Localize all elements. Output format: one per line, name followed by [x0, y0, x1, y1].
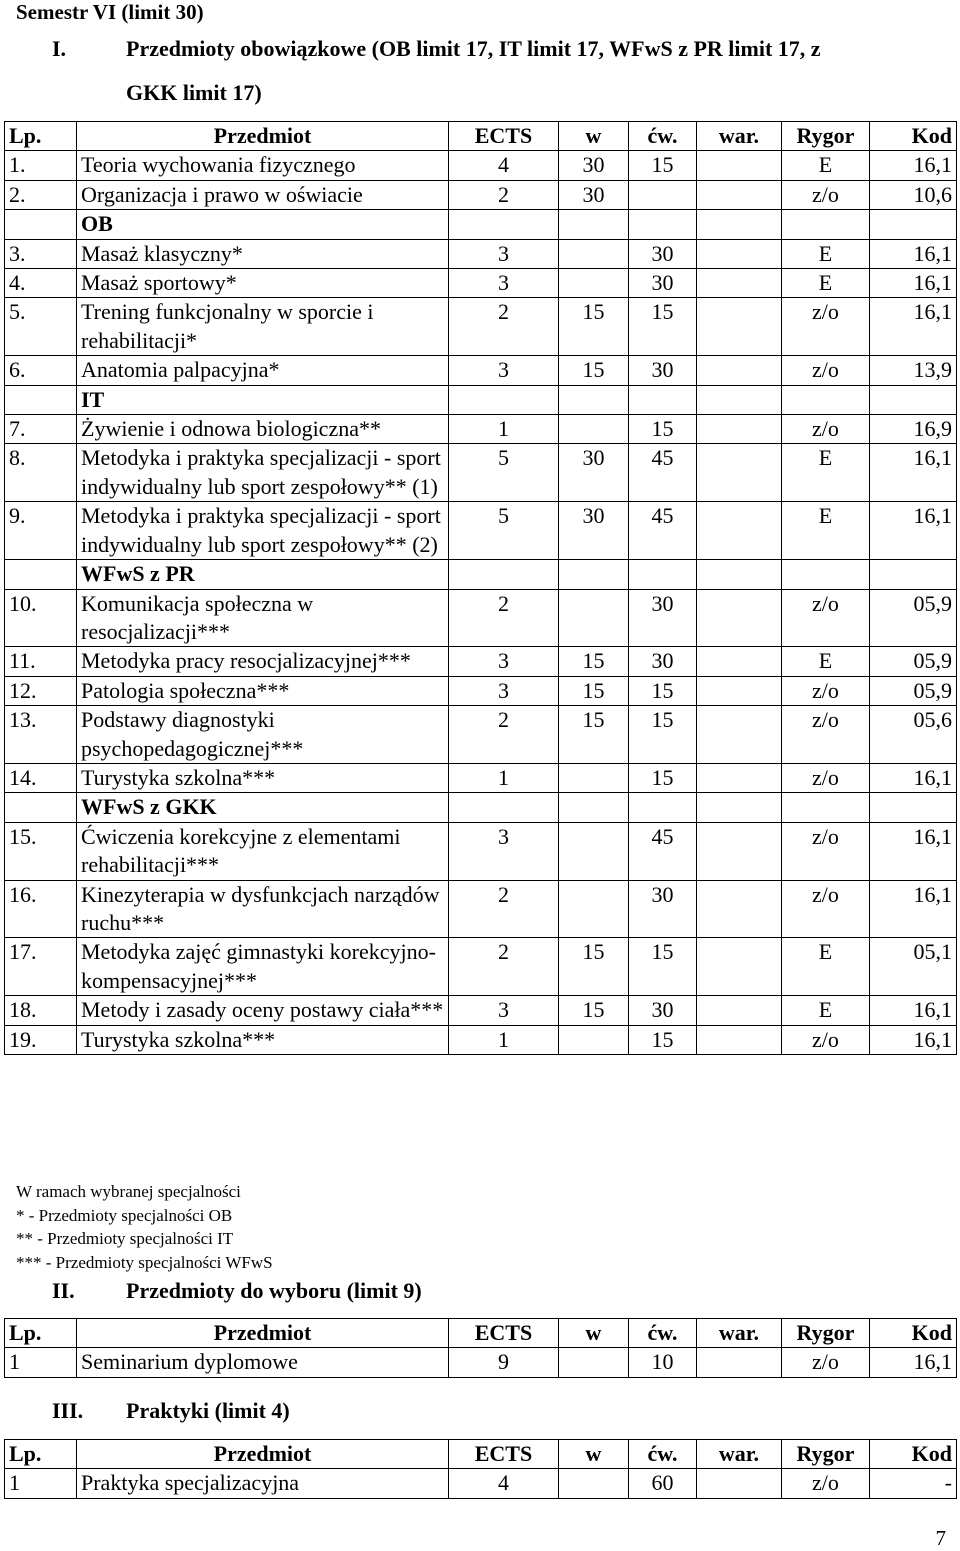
category-empty-cell — [449, 560, 559, 589]
row-ects: 2 — [449, 706, 559, 764]
row-subject: Patologia społeczna*** — [77, 676, 449, 705]
row-code: 13,9 — [870, 356, 957, 385]
table-row — [5, 938, 957, 996]
row-subject: Żywienie i odnowa biologiczna** — [77, 415, 449, 444]
table-row — [5, 298, 957, 356]
table-row — [5, 1348, 957, 1377]
row-subject: Teoria wychowania fizycznego — [77, 151, 449, 180]
row-code: 16,1 — [870, 763, 957, 792]
row-subject: Metodyka i praktyka specjalizacji - sport indywidualny lub sport zespołowy** (2) — [77, 502, 449, 560]
row-lp: 1 — [5, 1469, 77, 1498]
row-ects: 9 — [449, 1348, 559, 1377]
row-ects: 1 — [449, 763, 559, 792]
category-empty-cell — [697, 385, 782, 414]
row-lecture: 15 — [559, 298, 629, 356]
category-lp-empty — [5, 793, 77, 822]
category-empty-cell — [559, 385, 629, 414]
category-row — [5, 793, 957, 822]
row-assessment: z/o — [782, 1348, 870, 1377]
row-lecture: 15 — [559, 996, 629, 1025]
row-lecture: 15 — [559, 676, 629, 705]
row-assessment: E — [782, 996, 870, 1025]
header-exercise: ćw. — [629, 122, 697, 151]
row-assessment: E — [782, 502, 870, 560]
header-code: Kod — [870, 1319, 957, 1348]
row-workshop — [697, 1025, 782, 1054]
header-subject: Przedmiot — [77, 1440, 449, 1469]
row-ects: 3 — [449, 676, 559, 705]
row-subject: Podstawy diagnostyki psychopedagogicznej*** — [77, 706, 449, 764]
category-empty-cell — [559, 560, 629, 589]
main-courses-table — [4, 121, 957, 1055]
table-row — [5, 269, 957, 298]
row-lecture — [559, 880, 629, 938]
table-row — [5, 502, 957, 560]
row-ects: 2 — [449, 298, 559, 356]
row-code: 16,1 — [870, 1025, 957, 1054]
row-lp: 14. — [5, 763, 77, 792]
header-assessment: Rygor — [782, 1440, 870, 1469]
row-lp: 1. — [5, 151, 77, 180]
header-lecture: w — [559, 1440, 629, 1469]
row-lecture — [559, 822, 629, 880]
row-lecture: 30 — [559, 502, 629, 560]
row-workshop — [697, 763, 782, 792]
row-lp: 10. — [5, 589, 77, 647]
table-row — [5, 763, 957, 792]
row-code: 05,1 — [870, 938, 957, 996]
semester-title: Semestr VI (limit 30) — [16, 0, 204, 24]
row-lecture — [559, 1025, 629, 1054]
category-empty-cell — [449, 210, 559, 239]
row-code: 16,9 — [870, 415, 957, 444]
row-ects: 2 — [449, 938, 559, 996]
row-lp: 12. — [5, 676, 77, 705]
row-assessment: E — [782, 444, 870, 502]
row-workshop — [697, 1469, 782, 1498]
note-line: ** - Przedmioty specjalności IT — [16, 1229, 234, 1248]
row-exercise: 30 — [629, 356, 697, 385]
row-lp: 5. — [5, 298, 77, 356]
row-lp: 4. — [5, 269, 77, 298]
header-code: Kod — [870, 1440, 957, 1469]
table-row — [5, 589, 957, 647]
row-assessment: z/o — [782, 180, 870, 209]
table-row — [5, 415, 957, 444]
row-exercise: 15 — [629, 706, 697, 764]
row-lp: 19. — [5, 1025, 77, 1054]
row-assessment: E — [782, 647, 870, 676]
row-workshop — [697, 589, 782, 647]
row-assessment: z/o — [782, 706, 870, 764]
row-lecture — [559, 589, 629, 647]
row-lp: 15. — [5, 822, 77, 880]
category-label: WFwS z PR — [77, 560, 449, 589]
table-row — [5, 996, 957, 1025]
row-exercise: 30 — [629, 647, 697, 676]
section-3-title: Praktyki (limit 4) — [126, 1398, 290, 1423]
row-assessment: z/o — [782, 822, 870, 880]
row-lecture — [559, 269, 629, 298]
row-ects: 3 — [449, 269, 559, 298]
section-2-heading — [52, 1276, 652, 1306]
row-workshop — [697, 822, 782, 880]
table-row — [5, 647, 957, 676]
row-ects: 3 — [449, 647, 559, 676]
category-empty-cell — [870, 210, 957, 239]
header-workshop: war. — [697, 122, 782, 151]
row-lp: 6. — [5, 356, 77, 385]
row-assessment: z/o — [782, 298, 870, 356]
header-ects: ECTS — [449, 122, 559, 151]
header-exercise: ćw. — [629, 1440, 697, 1469]
category-label: OB — [77, 210, 449, 239]
row-lp: 9. — [5, 502, 77, 560]
note-line: *** - Przedmioty specjalności WFwS — [16, 1252, 273, 1272]
row-code: 16,1 — [870, 298, 957, 356]
row-workshop — [697, 269, 782, 298]
category-empty-cell — [697, 560, 782, 589]
header-row — [5, 122, 957, 151]
header-code: Kod — [870, 122, 957, 151]
legend-notes — [16, 1180, 273, 1274]
row-lp: 1 — [5, 1348, 77, 1377]
section-1-heading — [52, 34, 952, 64]
row-ects: 5 — [449, 502, 559, 560]
header-workshop: war. — [697, 1440, 782, 1469]
category-empty-cell — [629, 385, 697, 414]
row-subject: Trening funkcjonalny w sporcie i rehabilitacji* — [77, 298, 449, 356]
row-exercise: 15 — [629, 938, 697, 996]
header-lecture: w — [559, 1319, 629, 1348]
row-exercise: 15 — [629, 763, 697, 792]
section-1-title-line1: Przedmioty obowiązkowe (OB limit 17, IT limit 17, WFwS z PR limit 17, z — [126, 36, 821, 61]
table-row — [5, 676, 957, 705]
row-workshop — [697, 938, 782, 996]
row-lecture: 15 — [559, 938, 629, 996]
header-lp: Lp. — [5, 122, 77, 151]
section-3-heading — [52, 1396, 652, 1426]
category-label: IT — [77, 385, 449, 414]
row-lp: 16. — [5, 880, 77, 938]
category-row — [5, 210, 957, 239]
row-subject: Metodyka i praktyka specjalizacji - sport indywidualny lub sport zespołowy** (1) — [77, 444, 449, 502]
table-row — [5, 822, 957, 880]
table-row — [5, 239, 957, 268]
row-code: 16,1 — [870, 502, 957, 560]
row-exercise: 45 — [629, 502, 697, 560]
category-label: WFwS z GKK — [77, 793, 449, 822]
row-ects: 3 — [449, 996, 559, 1025]
row-workshop — [697, 151, 782, 180]
row-lecture — [559, 239, 629, 268]
row-code: 10,6 — [870, 180, 957, 209]
page-number: 7 — [935, 1526, 946, 1550]
table-row — [5, 1469, 957, 1498]
header-assessment: Rygor — [782, 1319, 870, 1348]
row-subject: Metodyka pracy resocjalizacyjnej*** — [77, 647, 449, 676]
section-3-number: III. — [52, 1398, 84, 1423]
row-lecture: 30 — [559, 151, 629, 180]
row-subject: Metodyka zajęć gimnastyki korekcyjno-kompensacyjnej*** — [77, 938, 449, 996]
table-row — [5, 444, 957, 502]
table-row — [5, 356, 957, 385]
header-lecture: w — [559, 122, 629, 151]
row-exercise: 30 — [629, 996, 697, 1025]
row-lp: 17. — [5, 938, 77, 996]
row-exercise: 30 — [629, 880, 697, 938]
row-exercise: 15 — [629, 298, 697, 356]
row-assessment: E — [782, 269, 870, 298]
row-subject: Masaż klasyczny* — [77, 239, 449, 268]
category-empty-cell — [697, 793, 782, 822]
row-subject: Masaż sportowy* — [77, 269, 449, 298]
category-empty-cell — [629, 560, 697, 589]
row-ects: 4 — [449, 151, 559, 180]
row-exercise: 45 — [629, 444, 697, 502]
row-exercise: 15 — [629, 676, 697, 705]
row-assessment: z/o — [782, 589, 870, 647]
category-lp-empty — [5, 385, 77, 414]
row-code: 05,9 — [870, 589, 957, 647]
row-code: 16,1 — [870, 996, 957, 1025]
row-code: 05,6 — [870, 706, 957, 764]
row-workshop — [697, 996, 782, 1025]
row-exercise: 15 — [629, 415, 697, 444]
row-lp: 7. — [5, 415, 77, 444]
category-lp-empty — [5, 560, 77, 589]
row-lecture — [559, 415, 629, 444]
row-subject: Seminarium dyplomowe — [77, 1348, 449, 1377]
header-lp: Lp. — [5, 1440, 77, 1469]
header-subject: Przedmiot — [77, 122, 449, 151]
row-subject: Metody i zasady oceny postawy ciała*** — [77, 996, 449, 1025]
row-workshop — [697, 706, 782, 764]
row-exercise: 30 — [629, 269, 697, 298]
row-assessment: z/o — [782, 676, 870, 705]
row-lecture — [559, 763, 629, 792]
header-subject: Przedmiot — [77, 1319, 449, 1348]
table-row — [5, 180, 957, 209]
row-exercise: 30 — [629, 239, 697, 268]
row-code: 05,9 — [870, 676, 957, 705]
header-exercise: ćw. — [629, 1319, 697, 1348]
row-ects: 1 — [449, 415, 559, 444]
elective-courses-table — [4, 1318, 957, 1378]
category-empty-cell — [559, 210, 629, 239]
row-lp: 18. — [5, 996, 77, 1025]
row-lp: 3. — [5, 239, 77, 268]
row-workshop — [697, 502, 782, 560]
row-ects: 3 — [449, 239, 559, 268]
row-assessment: E — [782, 151, 870, 180]
row-exercise: 10 — [629, 1348, 697, 1377]
row-assessment: z/o — [782, 763, 870, 792]
category-empty-cell — [559, 793, 629, 822]
row-code: 16,1 — [870, 1348, 957, 1377]
row-workshop — [697, 415, 782, 444]
row-subject: Anatomia palpacyjna* — [77, 356, 449, 385]
row-subject: Kinezyterapia w dysfunkcjach narządów ruchu*** — [77, 880, 449, 938]
row-lecture: 15 — [559, 647, 629, 676]
row-assessment: z/o — [782, 356, 870, 385]
row-code: 16,1 — [870, 444, 957, 502]
category-row — [5, 560, 957, 589]
row-code: 16,1 — [870, 880, 957, 938]
row-ects: 5 — [449, 444, 559, 502]
row-subject: Praktyka specjalizacyjna — [77, 1469, 449, 1498]
row-workshop — [697, 1348, 782, 1377]
category-empty-cell — [870, 560, 957, 589]
row-exercise: 15 — [629, 1025, 697, 1054]
practice-table — [4, 1439, 957, 1499]
row-code: 16,1 — [870, 269, 957, 298]
category-empty-cell — [782, 560, 870, 589]
row-lp: 2. — [5, 180, 77, 209]
row-subject: Komunikacja społeczna w resocjalizacji*** — [77, 589, 449, 647]
row-ects: 2 — [449, 180, 559, 209]
row-lp: 13. — [5, 706, 77, 764]
row-code: 16,1 — [870, 151, 957, 180]
category-empty-cell — [782, 793, 870, 822]
row-workshop — [697, 180, 782, 209]
header-workshop: war. — [697, 1319, 782, 1348]
row-lecture: 30 — [559, 180, 629, 209]
row-lecture: 30 — [559, 444, 629, 502]
row-ects: 4 — [449, 1469, 559, 1498]
row-subject: Turystyka szkolna*** — [77, 1025, 449, 1054]
category-empty-cell — [782, 210, 870, 239]
category-empty-cell — [449, 385, 559, 414]
row-assessment: z/o — [782, 1025, 870, 1054]
row-workshop — [697, 676, 782, 705]
row-ects: 2 — [449, 589, 559, 647]
header-row — [5, 1440, 957, 1469]
category-row — [5, 385, 957, 414]
row-lecture: 15 — [559, 356, 629, 385]
row-lp: 8. — [5, 444, 77, 502]
row-exercise: 15 — [629, 151, 697, 180]
row-lecture — [559, 1469, 629, 1498]
table-row — [5, 1025, 957, 1054]
row-workshop — [697, 298, 782, 356]
category-empty-cell — [782, 385, 870, 414]
header-lp: Lp. — [5, 1319, 77, 1348]
row-ects: 1 — [449, 1025, 559, 1054]
category-empty-cell — [629, 210, 697, 239]
row-workshop — [697, 239, 782, 268]
section-1-title-line2: GKK limit 17) — [126, 80, 262, 105]
row-workshop — [697, 880, 782, 938]
row-assessment: z/o — [782, 880, 870, 938]
table-row — [5, 706, 957, 764]
section-2-number: II. — [52, 1278, 75, 1303]
row-ects: 3 — [449, 356, 559, 385]
category-empty-cell — [697, 210, 782, 239]
row-lp: 11. — [5, 647, 77, 676]
row-lecture — [559, 1348, 629, 1377]
table-row — [5, 151, 957, 180]
category-lp-empty — [5, 210, 77, 239]
row-code: 05,9 — [870, 647, 957, 676]
header-ects: ECTS — [449, 1319, 559, 1348]
row-workshop — [697, 647, 782, 676]
row-subject: Ćwiczenia korekcyjne z elementami rehabilitacji*** — [77, 822, 449, 880]
row-code: - — [870, 1469, 957, 1498]
note-line: * - Przedmioty specjalności OB — [16, 1205, 233, 1225]
row-assessment: z/o — [782, 415, 870, 444]
category-empty-cell — [870, 793, 957, 822]
row-subject: Organizacja i prawo w oświacie — [77, 180, 449, 209]
row-exercise: 60 — [629, 1469, 697, 1498]
section-2-title: Przedmioty do wyboru (limit 9) — [126, 1278, 422, 1303]
row-code: 16,1 — [870, 822, 957, 880]
row-assessment: z/o — [782, 1469, 870, 1498]
row-lecture: 15 — [559, 706, 629, 764]
row-exercise: 45 — [629, 822, 697, 880]
header-row — [5, 1319, 957, 1348]
row-assessment: E — [782, 239, 870, 268]
table-row — [5, 880, 957, 938]
note-line: W ramach wybranej specjalności — [16, 1182, 241, 1201]
category-empty-cell — [629, 793, 697, 822]
category-empty-cell — [870, 385, 957, 414]
row-ects: 3 — [449, 822, 559, 880]
section-1-number: I. — [52, 36, 67, 61]
row-workshop — [697, 356, 782, 385]
header-assessment: Rygor — [782, 122, 870, 151]
row-assessment: E — [782, 938, 870, 996]
row-exercise: 30 — [629, 589, 697, 647]
row-workshop — [697, 444, 782, 502]
row-subject: Turystyka szkolna*** — [77, 763, 449, 792]
row-exercise — [629, 180, 697, 209]
row-ects: 2 — [449, 880, 559, 938]
category-empty-cell — [449, 793, 559, 822]
row-code: 16,1 — [870, 239, 957, 268]
header-ects: ECTS — [449, 1440, 559, 1469]
